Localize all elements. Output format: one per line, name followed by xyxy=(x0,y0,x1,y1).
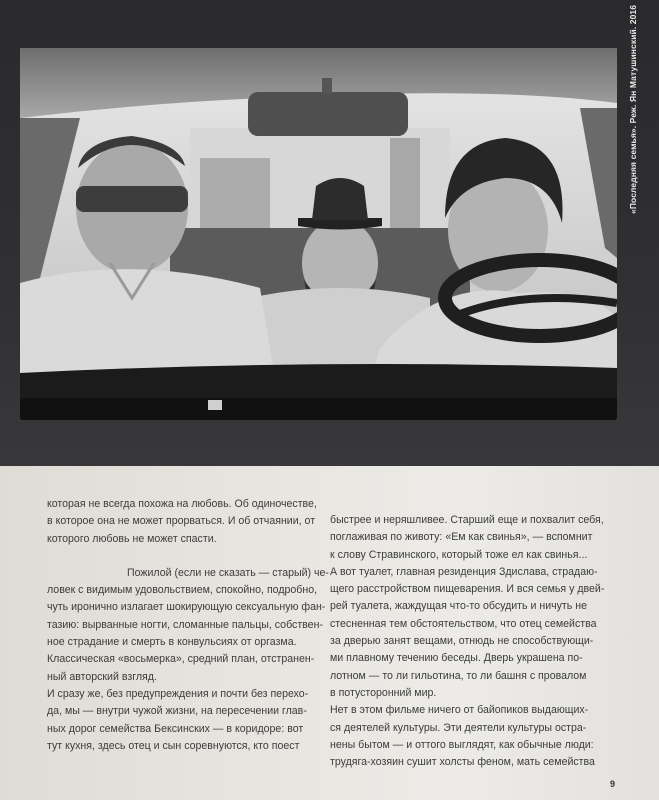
text-line: трудяга-хозяин сушит холсты феном, мать семейства xyxy=(330,756,595,769)
text-line: которая не всегда похожа на любовь. Об одиночестве, xyxy=(47,498,317,510)
text-line: ный авторский взгляд. xyxy=(47,670,157,683)
film-still-illustration xyxy=(20,48,617,420)
text-line: ных дорог семейства Бексинских — в коридоре: вот xyxy=(47,722,304,735)
text-line: Классическая «восьмерка», средний план, отстранен- xyxy=(47,653,315,666)
text-line: чуть иронично излагает шокирующую сексуальную фан- xyxy=(47,601,326,614)
text-line: быстрее и неряшливее. Старший еще и похвалит себя, xyxy=(330,514,604,526)
text-line: И сразу же, без предупреждения и почти без перехо- xyxy=(47,687,309,700)
text-line: которого любовь не может спасти. xyxy=(47,532,217,545)
text-line: в которое она не может прорваться. И об отчаянии, от xyxy=(47,515,316,528)
text-line: Нет в этом фильме ничего от байопиков выдающих- xyxy=(330,704,589,717)
text-line: нены бытом — и оттого выглядят, как обычные люди: xyxy=(330,738,594,751)
text-line: к слову Стравинского, который тоже ел как свинья... xyxy=(330,548,588,561)
text-line: Пожилой (если не сказать — старый) че- xyxy=(127,566,329,579)
text-line: ся деятелей культуры. Эти деятели культуры остра- xyxy=(330,721,587,734)
text-line: А вот туалет, главная резиденция Здислава, страдаю- xyxy=(330,565,598,578)
text-line: ловек с видимым удовольствием, спокойно, подробно, xyxy=(47,584,318,597)
text-line: ми плавному течению беседы. Дверь украшена по- xyxy=(330,652,583,665)
text-line: стесненная тем обстоятельством, что отец семейства xyxy=(330,617,597,630)
text-line: щего расстройством пищеварения. И вся семья у двей- xyxy=(330,583,605,596)
text-line: за дверью занят вещами, отнюдь не способствующи- xyxy=(330,635,594,648)
film-still-photo xyxy=(20,48,617,420)
text-column-right xyxy=(330,512,617,771)
photo-caption: «Последняя семья». Реж. Ян Матушинский. 2016 xyxy=(628,4,638,214)
text-line: в потусторонний мир. xyxy=(330,686,437,699)
text-line: поглаживая по животу: «Ем как свинья», — вспомнит xyxy=(330,531,593,544)
text-line: ное страдание и смерть в конвульсиях от оргазма. xyxy=(47,636,297,649)
text-line: да, мы — внутри чужой жизни, на пересечении глав- xyxy=(47,705,307,718)
text-line: тут кухня, здесь отец и сын соревнуются, кто поест xyxy=(47,739,300,752)
text-column-left xyxy=(47,496,329,755)
text-line: лотном — то ли гильотина, то ли башня с провалом xyxy=(330,669,587,682)
page-number: 9 xyxy=(610,779,616,789)
text-line: тазию: вырванные ногти, сломанные пальцы, собствен- xyxy=(47,618,323,631)
text-line: рей туалета, жаждущая что-то обсудить и ничуть не xyxy=(330,600,587,613)
